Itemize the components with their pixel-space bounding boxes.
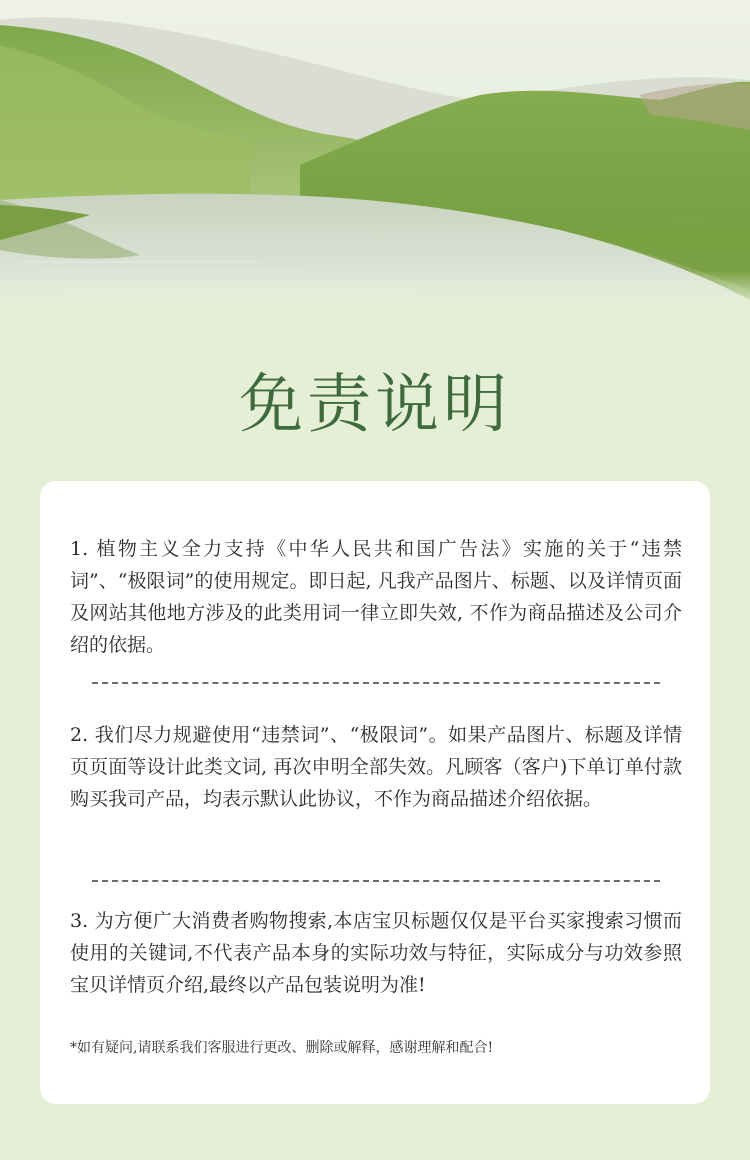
dashed-divider [92,880,660,882]
disclaimer-item-2 [70,719,682,815]
item-text: 植物主义全力支持《中华人民共和国广告法》实施的关于“违禁词”、“极限词”的使用规定。即日起, 凡我产品图片、标题、以及详情页面及网站其他地方涉及的此类用词一律立即失效, 不作为商品描述及公司介绍的依据。 [70,538,682,656]
footnote: *如有疑问,请联系我们客服进行更改、删除或解释，感谢理解和配合! [70,1040,494,1056]
item-text: 为方便广大消费者购物搜索,本店宝贝标题仅仅是平台买家搜索习惯而使用的关键词,不代表产品本身的实际功效与特征，实际成分与功效参照宝贝详情页介绍,最终以产品包装说明为准! [70,910,682,996]
page-title: 免责说明 [239,368,511,442]
disclaimer-item-3 [70,905,682,1001]
item-number: 2. [70,724,89,746]
disclaimer-item-1 [70,533,682,661]
dashed-divider [92,682,660,684]
item-number: 1. [70,538,89,560]
disclaimer-card [40,481,710,1104]
hero-landscape-image [0,0,750,310]
item-text: 我们尽力规避使用“违禁词”、“极限词”。如果产品图片、标题及详情页页面等设计此类文词, 再次申明全部失效。凡顾客（客户)下单订单付款购买我司产品，均表示默认此协议，不作为商品描述介绍依据。 [70,724,682,810]
item-number: 3. [70,910,89,932]
